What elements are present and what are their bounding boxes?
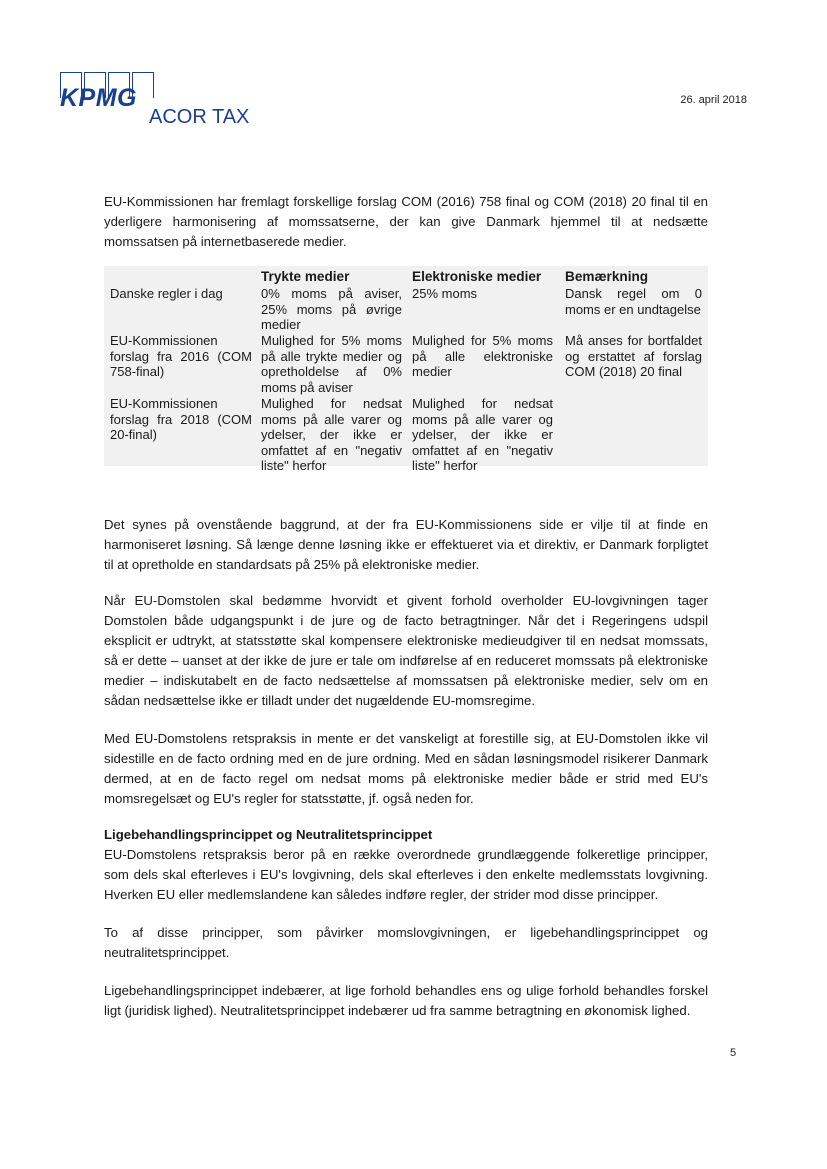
- vat-comparison-table: [104, 266, 708, 473]
- table-cell: 0% moms på aviser, 25% moms på øvrige medier: [261, 286, 402, 332]
- table-cell: EU-Kommissionen forslag fra 2018 (COM 20-final): [110, 396, 252, 442]
- table-header-remark: Bemærkning: [565, 269, 649, 284]
- table-header-electronic-media: Elektroniske medier: [412, 269, 542, 284]
- page-number: 5: [730, 1047, 737, 1059]
- intro-paragraph: EU-Kommissionen har fremlagt forskellige forslag COM (2016) 758 final og COM (2018) 20 final til en yderligere harmonisering af momssatserne, der kan give Danmark hjemmel til at nedsætte momssatsen på internetbaserede medier.: [104, 194, 708, 249]
- table-cell: Mulighed for 5% moms på alle elektroniske medier: [412, 333, 553, 379]
- table-cell: Mulighed for 5% moms på alle trykte medier og opretholdelse af 0% moms på aviser: [261, 333, 402, 395]
- logo-acor-tax-text: ACOR TAX: [149, 106, 250, 128]
- table-cell: Dansk regel om 0 moms er en undtagelse: [565, 286, 702, 317]
- section-heading: Ligebehandlingsprincippet og Neutralitetsprincippet: [104, 827, 433, 842]
- body-paragraph: Med EU-Domstolens retspraksis in mente er det vanskeligt at forestille sig, at EU-Domstolen ikke vil sidestille en de facto ordning med en de jure ordning. Med en sådan løsningsmodel risikerer Danmark dermed, at en de facto regel om nedsat moms på elektroniske medier både er strid med EU's momsregelsæt og EU's regler for statsstøtte, jf. også neden for.: [104, 731, 708, 806]
- table-cell: Mulighed for nedsat moms på alle varer og ydelser, der ikke er omfattet af en "negativ liste" herfor: [261, 396, 402, 473]
- table-cell: Må anses for bortfaldet og erstattet af forslag COM (2018) 20 final: [565, 333, 702, 379]
- body-paragraph: Ligebehandlingsprincippet indebærer, at lige forhold behandles ens og ulige forhold behandles forskel ligt (juridisk lighed). Neutralitetsprincippet indebærer ud fra samme betragtning en økonomisk lighed.: [104, 983, 708, 1018]
- kpmg-acor-tax-logo: [60, 72, 280, 136]
- table-cell: 25% moms: [412, 286, 478, 301]
- table-header-printed-media: Trykte medier: [261, 269, 350, 284]
- body-paragraph: Når EU-Domstolen skal bedømme hvorvidt et givent forhold overholder EU-lovgivningen tager Domstolen både udgangspunkt i de jure og de facto betragtninger. Når det i Regeringens udspil eksplicit er udtrykt, at statsstøtte skal kompensere elektroniske medieudgiver til en nedsat momssats, så er dette – uanset at der ikke de jure er tale om indførelse af en reduceret momssats på elektroniske medier – indiskutabelt en de facto nedsættelse af momssatsen på elektroniske medier, selv om en sådan nedsættelse ikke er tilladt under det nugældende EU-momsregime.: [104, 593, 708, 708]
- body-paragraph: EU-Domstolens retspraksis beror på en række overordnede grundlæggende folkeretlige principper, som dels skal efterleves i EU's lovgivning, dels skal efterleves i den enkelte medlemsstats lovgivning. Hverken EU eller medlemslandene kan således indføre regler, der strider mod disse principper.: [104, 847, 708, 902]
- table-cell: Danske regler i dag: [110, 286, 223, 301]
- document-date: 26. april 2018: [680, 94, 747, 106]
- body-paragraph: Det synes på ovenstående baggrund, at der fra EU-Kommissionens side er vilje til at finde en harmoniseret løsning. Så længe denne løsning ikke er effektueret via et direktiv, er Danmark forpligtet til at opretholde en standardsats på 25% på elektroniske medier.: [104, 517, 708, 572]
- table-cell: Mulighed for nedsat moms på alle varer og ydelser, der ikke er omfattet af en "negativ liste" herfor: [412, 396, 553, 473]
- body-paragraph: To af disse principper, som påvirker momslovgivningen, er ligebehandlingsprincippet og neutralitetsprincippet.: [104, 925, 708, 960]
- table-cell: EU-Kommissionen forslag fra 2016 (COM 758-final): [110, 333, 252, 379]
- logo-kpmg-text: KPMG: [60, 84, 137, 112]
